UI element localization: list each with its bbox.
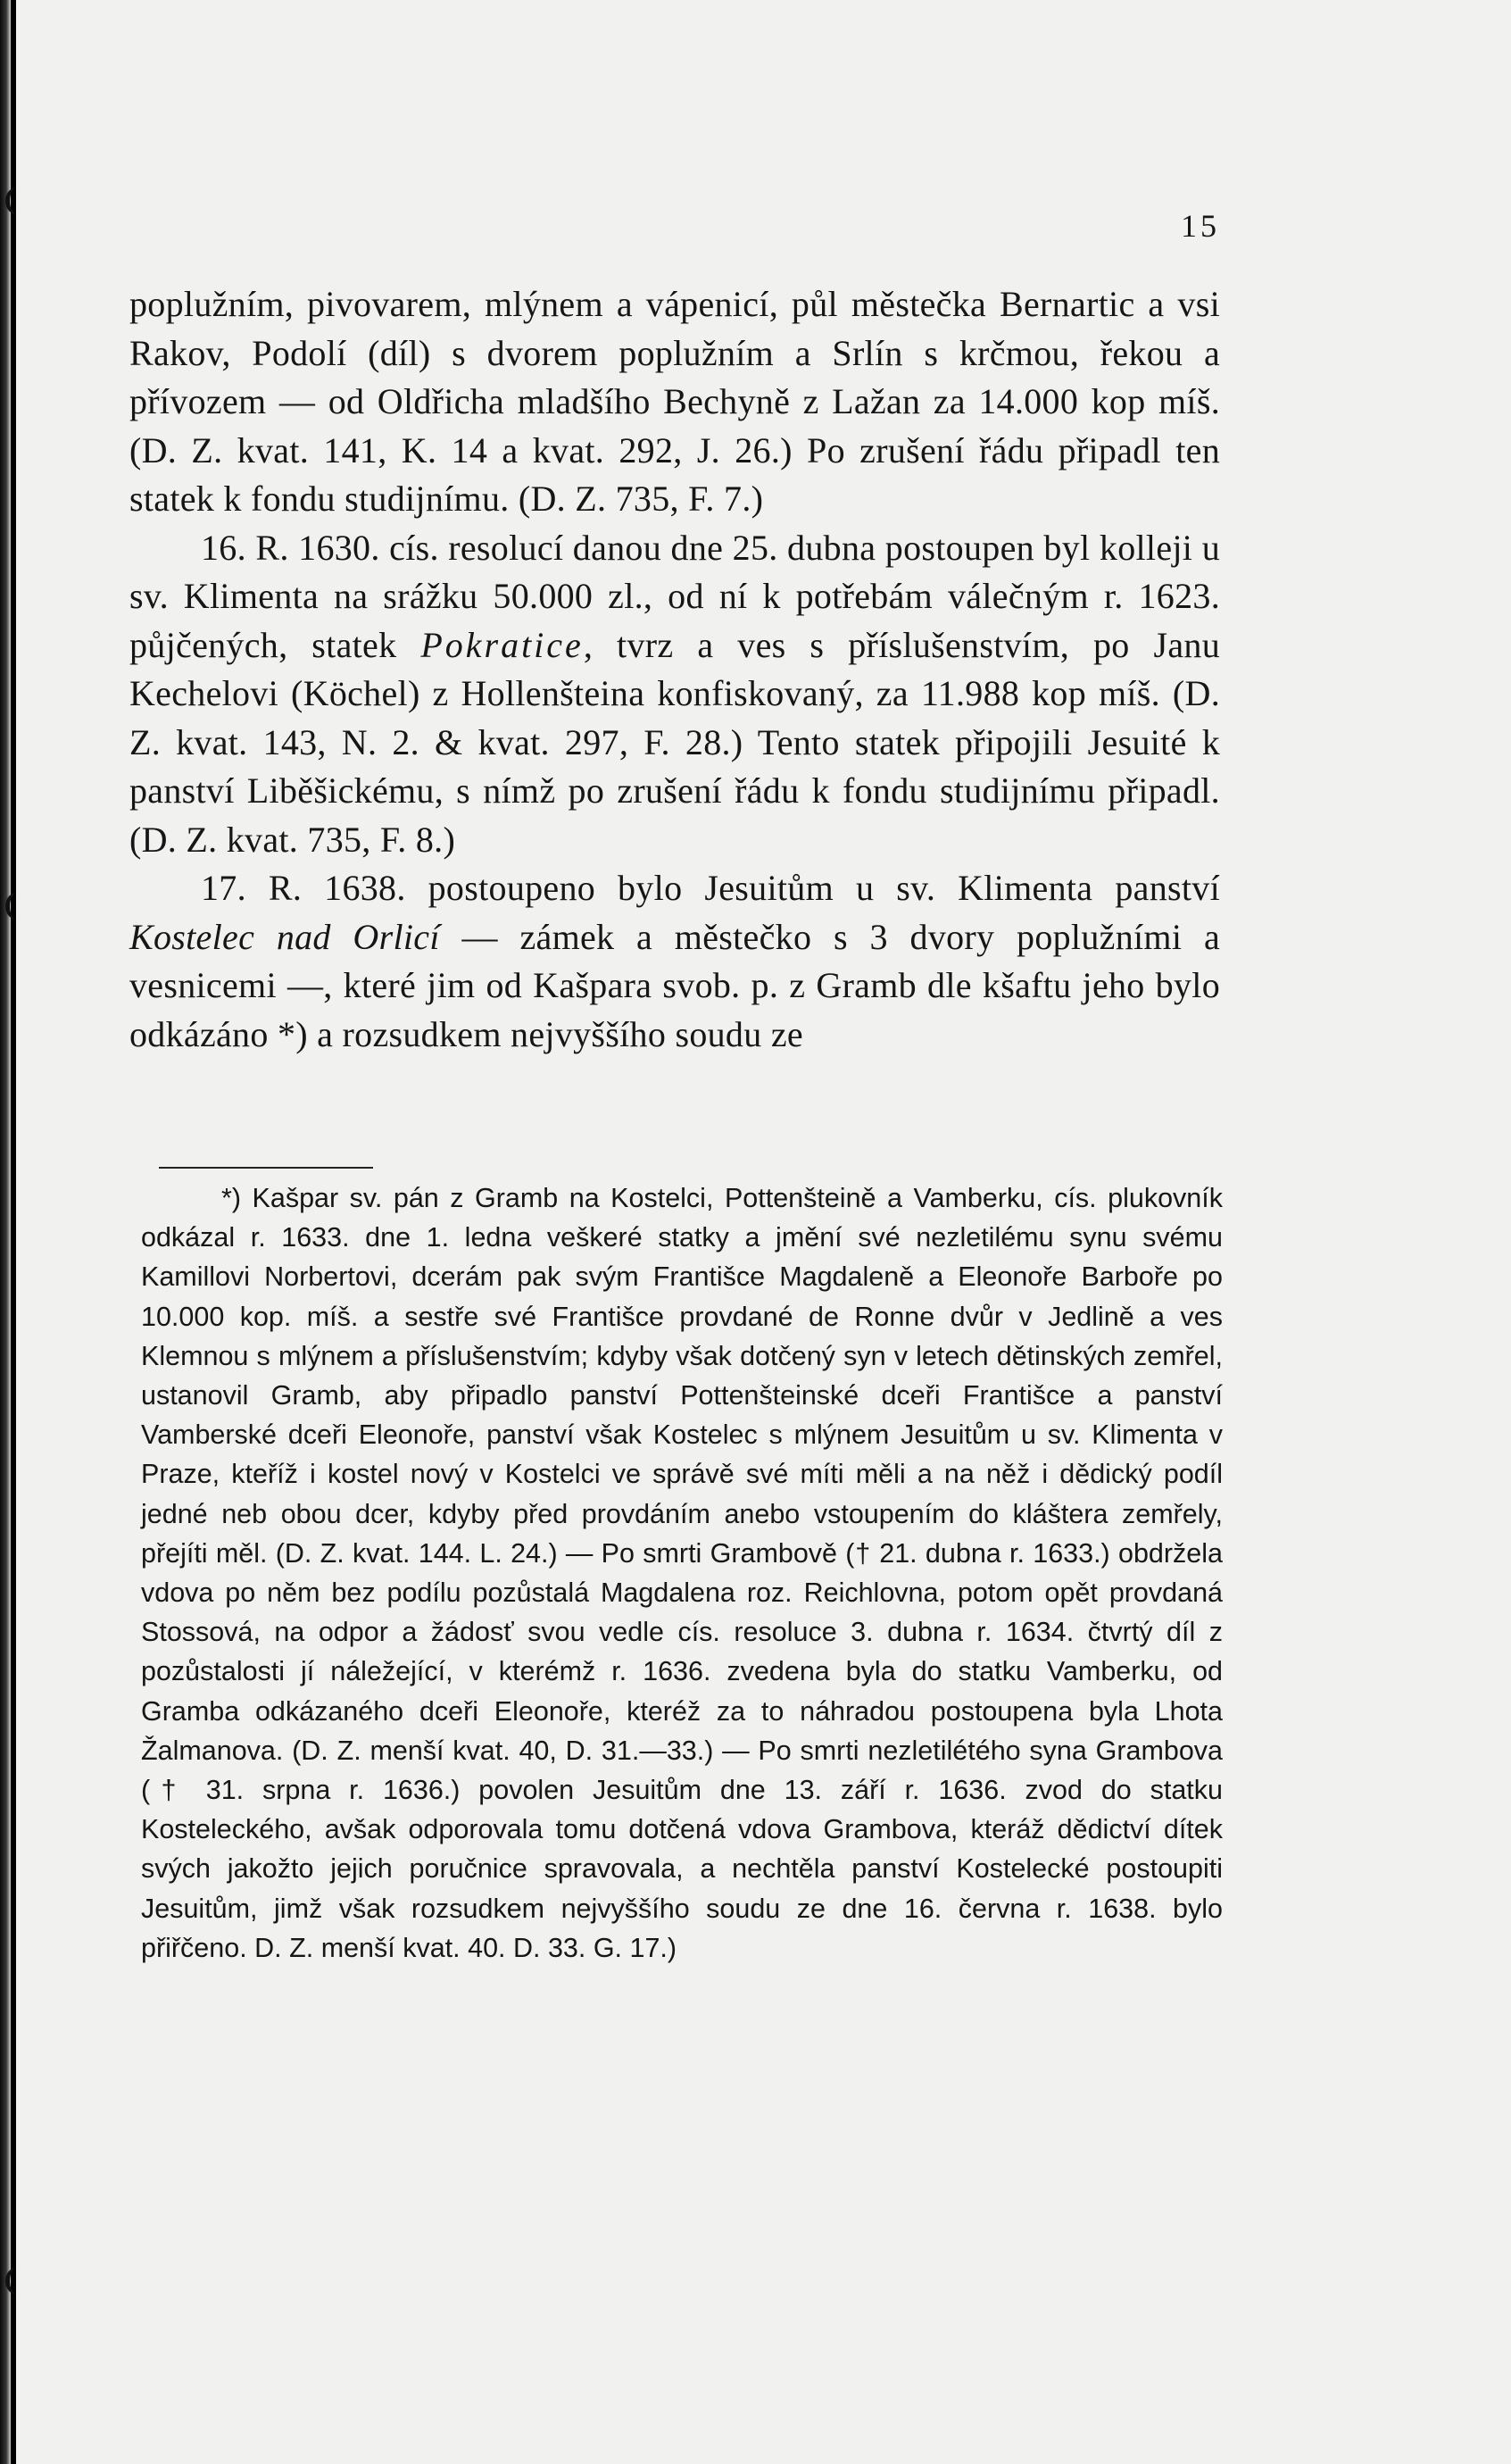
main-text bbox=[129, 280, 1220, 1059]
paragraph-2-text-a: 16. R. 1630. cís. resolucí danou dne 25. dubna postoupen byl kolleji u sv. Klimenta na srážku 50.000 zl., od ní k potřebám válečným r. 1623. půjčených, statek bbox=[129, 527, 1220, 665]
estate-name-pokratice: Pokratice bbox=[420, 624, 584, 665]
scan-left-edge bbox=[0, 0, 11, 2464]
paragraph-3-text-b: — zámek a městečko s 3 dvory poplužními a vesnicemi —, které jim od Kašpara svob. p. z Gramb dle kšaftu jeho bylo odkázáno *) a rozsudkem nejvyššího soudu ze bbox=[129, 916, 1220, 1054]
estate-name-kostelec: Kostelec nad Orlicí bbox=[129, 916, 440, 957]
book-page bbox=[16, 0, 1511, 2464]
footnote: *) Kašpar sv. pán z Gramb na Kostelci, Pottenšteině a Vamberku, cís. plukovník odkázal r. 1633. dne 1. ledna veškeré statky a jmění své nezletilému synu svému Kamillovi Norbertovi, dcerám pak svým Františce Magdaleně a Eleonoře Barboře po 10.000 kop. míš. a sestře své Františce provdané de Ronne dvůr v Jedlině a ves Klemnou s mlýnem a příslušenstvím; kdyby však dotčený syn v letech dětinských zemřel, ustanovil Gramb, aby připadlo panství Pottenšteinské dceři Františce a panství Vamberské dceři Eleonoře, panství však Kostelec s mlýnem Jesuitům u sv. Klimenta v Praze, kteříž i kostel nový v Kostelci ve správě své míti měli a na něž i dědický podíl jedné neb obou dcer, kdyby před provdáním anebo vstoupením do kláštera zemřely, přejíti měl. (D. Z. kvat. 144. L. 24.) — Po smrti Grambově († 21. dubna r. 1633.) obdržela vdova po něm bez podílu pozůstalá Magdalena roz. Reichlovna, potom opět provdaná Stossová, na odpor a žádosť svou vedle cís. resoluce 3. dubna r. 1634. čtvrtý díl z pozůstalosti jí náležející, v kterémž r. 1636. zvedena byla do statku Vamberku, od Gramba odkázaného dceři Eleonoře, kteréž za to náhradou postoupena byla Lhota Žalmanova. (D. Z. menší kvat. 40, D. 31.—33.) — Po smrti nezletilétého syna Grambova († 31. srpna r. 1636.) povolen Jesuitům dne 13. září r. 1636. zvod do statku Kosteleckého, avšak odporovala tomu dotčená vdova Grambova, kteráž dědictví dítek svých jakožto jejich poručnice spravovala, a nechtěla panství Kostelecké postoupiti Jesuitům, jimž však rozsudkem nejvyššího soudu ze dne 16. června r. 1638. bylo přiřčeno. D. Z. menší kvat. 40. D. 33. G. 17.) bbox=[141, 1183, 1223, 1963]
page-number: 15 bbox=[1181, 208, 1220, 244]
paragraph-2-text-b: , tvrz a ves s příslušenstvím, po Janu Kechelovi (Köchel) z Hollenšteina konfiskovaný, za 11.988 kop míš. (D. Z. kvat. 143, N. 2. & kvat. 297, F. 28.) Tento statek připojili Jesuité k panství Liběšickému, s nímž po zrušení řádu k fondu studijnímu připadl. (D. Z. kvat. 735, F. 8.) bbox=[129, 624, 1221, 860]
paragraph-1: poplužním, pivovarem, mlýnem a vápenicí, půl městečka Bernartic a vsi Rakov, Podolí (díl) s dvorem poplužním a Srlín s krčmou, řekou a přívozem — od Oldřicha mladšího Bechyně z Lažan za 14.000 kop míš. (D. Z. kvat. 141, K. 14 a kvat. 292, J. 26.) Po zrušení řádu připadl ten statek k fondu studijnímu. (D. Z. 735, F. 7.) bbox=[129, 284, 1220, 519]
paragraph-2 bbox=[129, 524, 1220, 865]
footnote-divider bbox=[159, 1167, 373, 1169]
paragraph-3-text-a: 17. R. 1638. postoupeno bylo Jesuitům u sv. Klimenta panství bbox=[201, 868, 1220, 908]
paragraph-3 bbox=[129, 864, 1220, 1059]
